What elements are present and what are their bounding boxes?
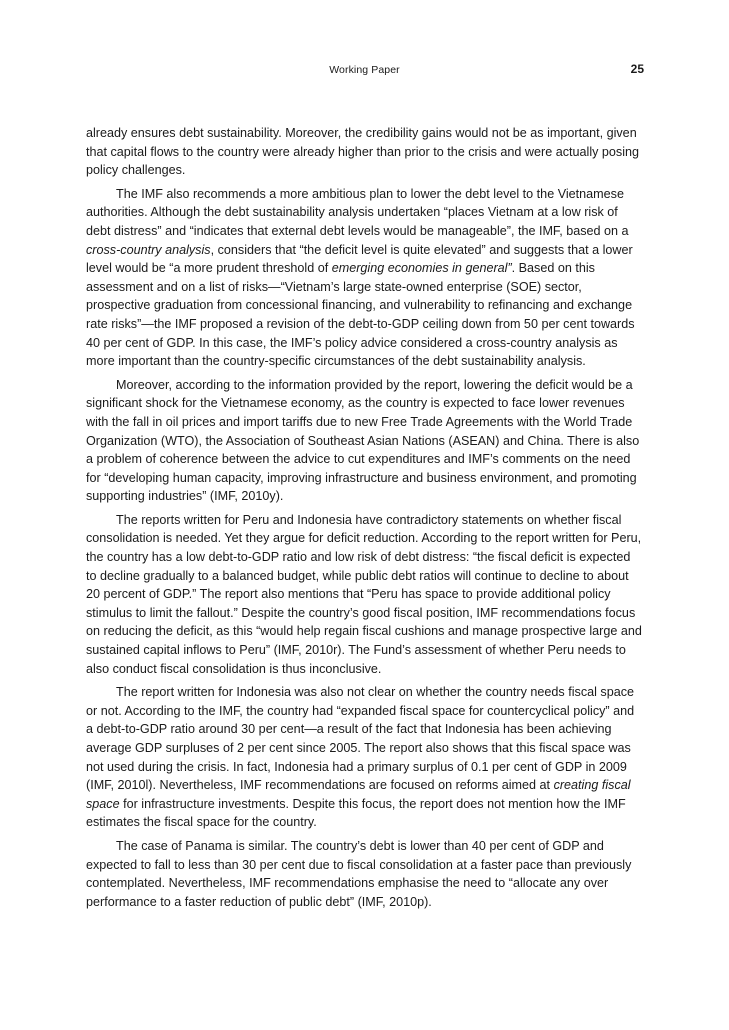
body-text bbox=[86, 124, 642, 916]
paragraph-4 bbox=[86, 511, 642, 678]
paragraph-text: The reports written for Peru and Indonesia have contradictory statements on whether fiscal consolidation is needed. Yet they argue for deficit reduction. According to the report written for Peru, the country has a low debt-to-GDP ratio and low risk of debt distress: “the fiscal deficit is expected to decline gradually to a balanced budget, while public debt ratios will continue to decline to about 20 percent of GDP.” The report also mentions that “Peru has space to provide additional policy stimulus to limit the fallout.” Despite the country’s good fiscal position, IMF recommendations focus on reducing the deficit, as this “would help regain fiscal cushions and manage prospective large and sustained capital inflows to Peru” (IMF, 2010r). The Fund’s assessment of whether Peru needs to also conduct fiscal consolidation is thus inconclusive. bbox=[86, 512, 642, 676]
paragraph-text: Moreover, according to the information provided by the report, lowering the deficit would be a significant shock for the Vietnamese economy, as the country is expected to face lower revenues with the fall in oil prices and import tariffs due to new Free Trade Agreements with the World Trade Organization (WTO), the Association of Southeast Asian Nations (ASEAN) and China. There is also a problem of coherence between the advice to cut expenditures and IMF’s comments on the need for “developing human capacity, improving infrastructure and business environment, and promoting supporting industries” (IMF, 2010y). bbox=[86, 377, 640, 504]
paragraph-text: . Based on this assessment and on a list of risks—“Vietnam’s large state-owned enterprise (SOE) sector, prospective graduation from concessional financing, and vulnerability to refinancing and exchange rate risks”—the IMF proposed a revision of the debt-to-GDP ceiling down from 50 per cent towards 40 per cent of GDP. In this case, the IMF’s policy advice considered a cross-country analysis as more important than the country-specific circumstances of the debt sustainability analysis. bbox=[86, 261, 635, 369]
header-title: Working Paper bbox=[329, 64, 400, 76]
paragraph-5 bbox=[86, 683, 642, 832]
paragraph-3 bbox=[86, 376, 642, 506]
paragraph-2 bbox=[86, 185, 642, 371]
page-number: 25 bbox=[630, 62, 644, 76]
paragraph-1 bbox=[86, 124, 642, 180]
paragraph-text: already ensures debt sustainability. Moreover, the credibility gains would not be as important, given that capital flows to the country were already higher than prior to the crisis and were actually posing policy challenges. bbox=[86, 126, 640, 178]
paragraph-text: for infrastructure investments. Despite this focus, the report does not mention how the IMF estimates the fiscal space for the country. bbox=[86, 796, 626, 830]
paragraph-6 bbox=[86, 837, 642, 911]
paragraph-text: The case of Panama is similar. The country’s debt is lower than 40 per cent of GDP and expected to fall to less than 30 per cent due to fiscal consolidation at a faster pace than previously contemplated. Nevertheless, IMF recommendations emphasise the need to “allocate any over performance to a faster reduction of public debt” (IMF, 2010p). bbox=[86, 838, 632, 909]
italic-term: emerging economies in general” bbox=[331, 261, 512, 276]
paragraph-text: The report written for Indonesia was also not clear on whether the country needs fiscal space or not. According to the IMF, the country had “expanded fiscal space for countercyclical policy” and a debt-to-GDP ratio around 30 per cent—a result of the fact that Indonesia has been achieving average GDP surpluses of 2 per cent since 2005. The report also shows that this fiscal space was not used during the crisis. In fact, Indonesia had a primary surplus of 0.1 per cent of GDP in 2009 (IMF, 2010l). Nevertheless, IMF recommendations are focused on reforms aimed at bbox=[86, 685, 635, 793]
italic-term: creating fiscal space bbox=[86, 778, 631, 811]
paragraph-text: , considers that “the deficit level is quite elevated” and suggests that a lower level would be “a more prudent threshold of bbox=[86, 242, 633, 276]
paragraph-text: The IMF also recommends a more ambitious plan to lower the debt level to the Vietnamese authorities. Although the debt sustainability analysis undertaken “places Vietnam at a low risk of debt distress” and “indicates that external debt levels would be manageable”, the IMF, based on a bbox=[86, 186, 629, 238]
italic-term: cross-country analysis bbox=[86, 242, 211, 257]
